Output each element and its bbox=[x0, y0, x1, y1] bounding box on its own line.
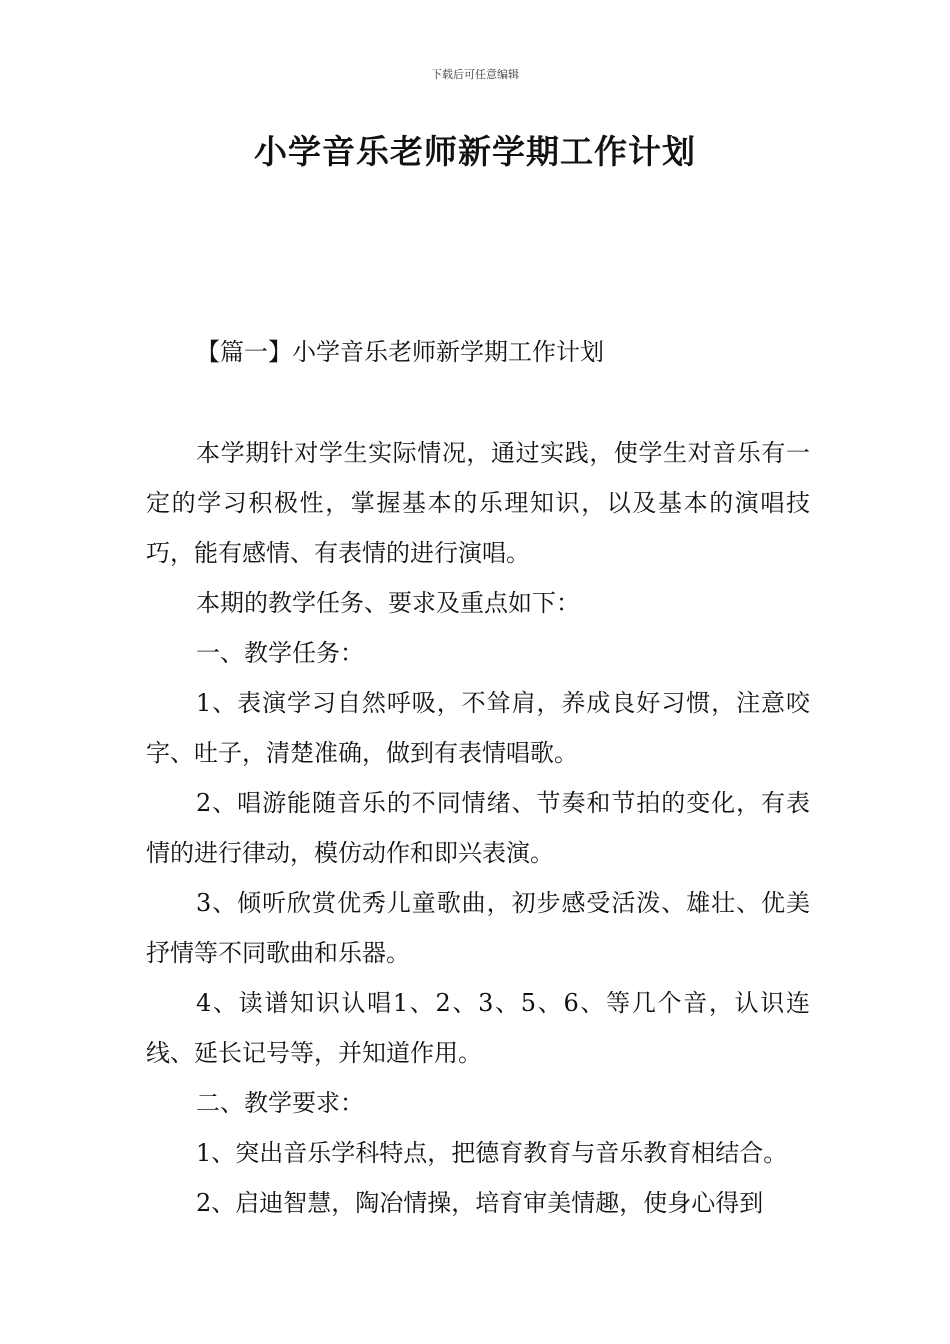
paragraph: 2、唱游能随音乐的不同情绪、节奏和节拍的变化，有表情的进行律动，模仿动作和即兴表演。 bbox=[146, 789, 810, 867]
paragraph: 一、教学任务： bbox=[196, 639, 364, 667]
section-heading: 【篇一】小学音乐老师新学期工作计划 bbox=[196, 338, 604, 366]
paragraph: 本期的教学任务、要求及重点如下： bbox=[196, 589, 580, 617]
document-body bbox=[146, 428, 810, 1228]
header-note: 下载后可任意编辑 bbox=[431, 68, 519, 81]
paragraph: 本学期针对学生实际情况，通过实践，使学生对音乐有一定的学习积极性，掌握基本的乐理知识，以及基本的演唱技巧，能有感情、有表情的进行演唱。 bbox=[146, 439, 810, 567]
paragraph: 2、启迪智慧，陶冶情操，培育审美情趣，使身心得到 bbox=[196, 1189, 764, 1217]
document-title: 小学音乐老师新学期工作计划 bbox=[254, 132, 696, 171]
paragraph: 二、教学要求： bbox=[196, 1089, 364, 1117]
paragraph: 3、倾听欣赏优秀儿童歌曲，初步感受活泼、雄壮、优美抒情等不同歌曲和乐器。 bbox=[146, 889, 810, 967]
paragraph: 1、突出音乐学科特点，把德育教育与音乐教育相结合。 bbox=[196, 1139, 788, 1167]
paragraph: 1、表演学习自然呼吸，不耸肩，养成良好习惯，注意咬字、吐子，清楚准确，做到有表情唱歌。 bbox=[146, 689, 810, 767]
paragraph: 4、读谱知识认唱1、2、3、5、6、等几个音，认识连线、延长记号等，并知道作用。 bbox=[146, 989, 810, 1067]
